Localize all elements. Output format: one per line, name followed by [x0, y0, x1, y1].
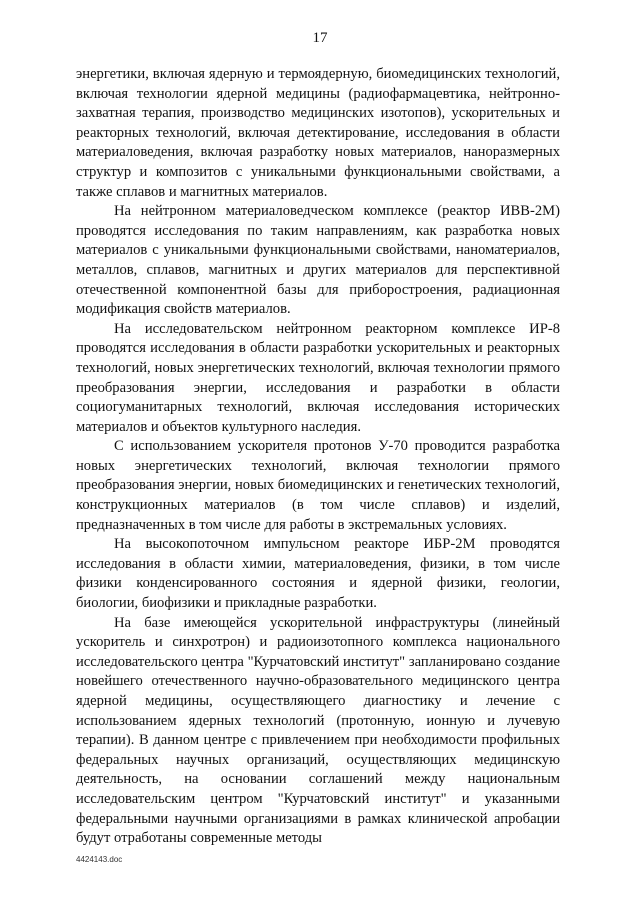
- paragraph-medical-center: На базе имеющейся ускорительной инфраструктуры (линейный ускоритель и синхротрон) и радиоизотопного комплекса национального исследовательского центра "Курчатовский институт" запланировано создание новейшего отечественного научно-образовательного медицинского центра ядерной медицины, осуществляющего диагностику и лечение с использованием ядерных технологий (протонную, ионную и лучевую терапии). В данном центре с привлечением при необходимости профильных федеральных научных организаций, осуществляющих медицинскую деятельность, на основании соглашений между национальным исследовательским центром "Курчатовский институт" и указанными федеральными научными организациями в рамках клинической апробации будут отработаны современные методы: [76, 614, 560, 847]
- document-file-code: 4424143.doc: [76, 855, 123, 864]
- paragraph-ivv-2m: На нейтронном материаловедческом комплексе (реактор ИВВ-2М) проводятся исследования по таким направлениям, как разработка новых материалов с уникальными функциональными свойствами, наноматериалов, металлов, сплавов, магнитных и других материалов для перспективной отечественной компонентной базы для приборостроения, радиационная модификация свойств материалов.: [76, 203, 560, 318]
- paragraph-u-70: С использованием ускорителя протонов У-70 проводится разработка новых энергетических технологий, включая технологии прямого преобразования энергии, новых биомедицинских и генетических технологий, конструкционных материалов (в том числе сплавов) и изделий, предназначенных в том числе для работы в экстремальных условиях.: [76, 438, 560, 533]
- paragraph-ibr-2m: На высокопоточном импульсном реакторе ИБР-2М проводятся исследования в области химии, материаловедения, физики, в том числе физики конденсированного состояния и ядерной физики, геологии, биологии, биофизики и прикладные разработки.: [76, 536, 560, 612]
- page-number: 17: [312, 30, 328, 46]
- paragraph-continuation: энергетики, включая ядерную и термоядерную, биомедицинских технологий, включая технологии ядерной медицины (радиофармацевтика, нейтронно-захватная терапия, производство медицинских изотопов), ускорительных и реакторных технологий, включая детектирование, исследования в области материаловедения, включая разработку новых материалов, наноразмерных структур и композитов с уникальными функциональными свойствами, а также сплавов и магнитных материалов.: [76, 66, 560, 200]
- paragraph-ir-8: На исследовательском нейтронном реакторном комплексе ИР-8 проводятся исследования в области разработки ускорительных и реакторных технологий, новых энергетических технологий, включая технологии прямого преобразования энергии, исследования и разработки в области социогуманитарных технологий, включая исследования исторических материалов и объектов культурного наследия.: [76, 320, 560, 435]
- document-body: [76, 65, 560, 849]
